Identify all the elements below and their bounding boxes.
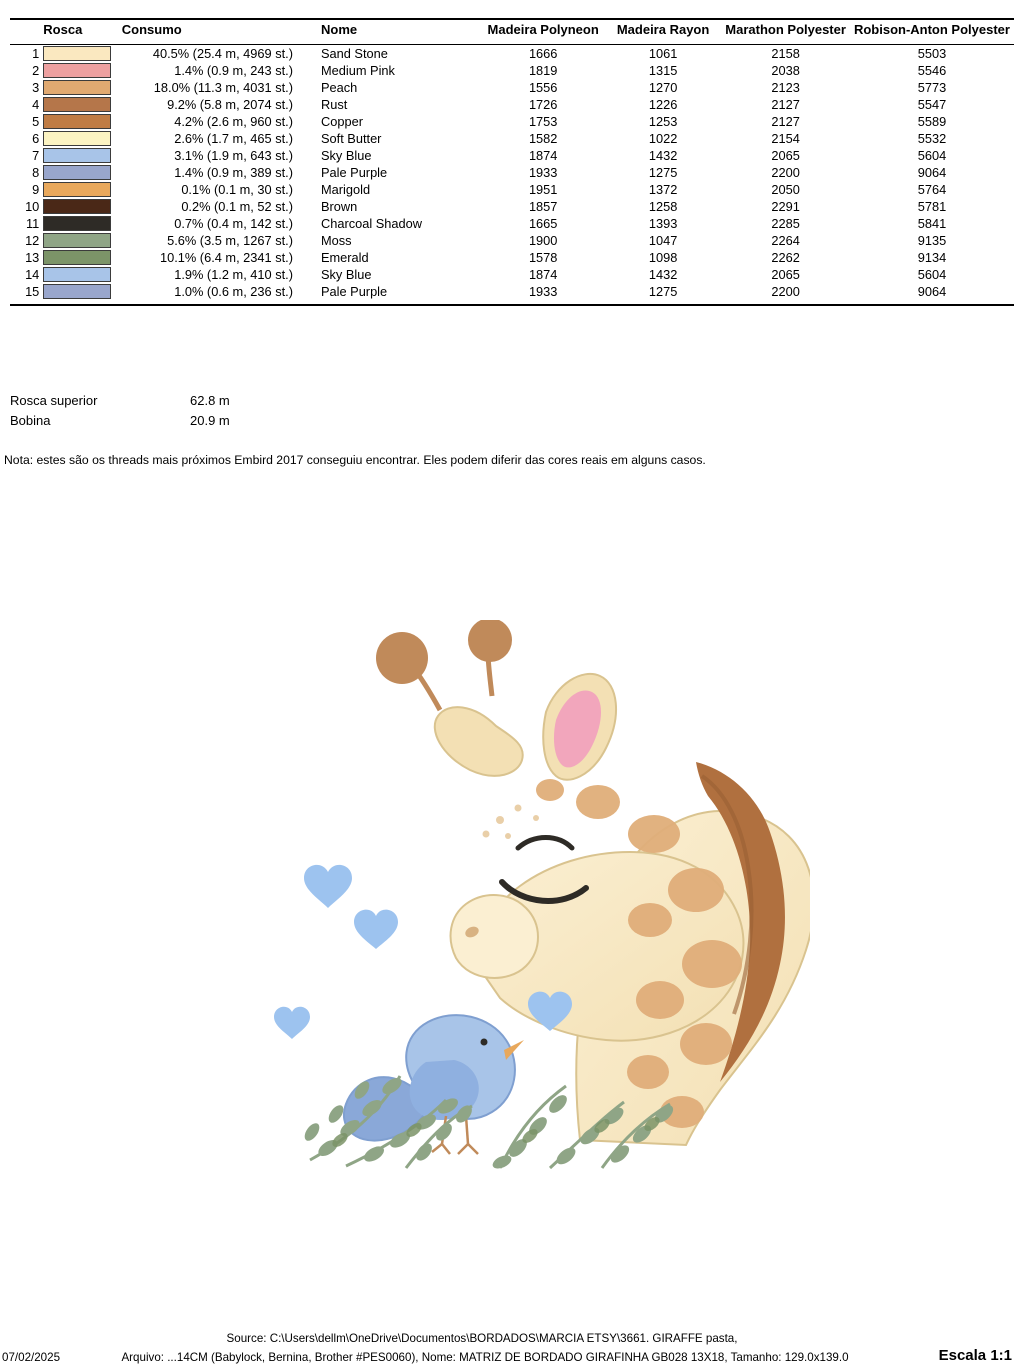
row-color-name: Soft Butter	[320, 131, 382, 146]
row-color-name: Sky Blue	[320, 148, 372, 163]
row-madeira-polyneon: 1726	[528, 97, 558, 112]
row-color-name: Marigold	[320, 182, 371, 197]
table-row	[10, 232, 1014, 249]
footer-file-info: Arquivo: ...14CM (Babylock, Bernina, Brother #PES0060), Nome: MATRIZ DE BORDADO GIRAFINHA GB028 13X18, Tamanho: 129.0x139.0	[121, 1351, 849, 1364]
row-madeira-rayon: 1393	[648, 216, 678, 231]
table-row	[10, 45, 1014, 63]
thread-table-container	[10, 18, 1014, 306]
row-robison-anton: 9064	[917, 284, 947, 299]
header-robison-anton-polyester: Robison-Anton Polyester	[853, 22, 1010, 37]
total-top-thread-value: 62.8 m	[190, 393, 230, 408]
row-madeira-polyneon: 1874	[528, 267, 558, 282]
table-row	[10, 198, 1014, 215]
total-bobbin-value: 20.9 m	[190, 413, 230, 428]
thread-color-swatch	[43, 199, 111, 214]
thread-color-swatch	[43, 284, 111, 299]
row-consumption: 18.0% (11.3 m, 4031 st.)	[153, 80, 293, 95]
row-marathon-polyester: 2200	[771, 165, 800, 180]
giraffe-muzzle	[451, 895, 538, 978]
table-row	[10, 181, 1014, 198]
row-madeira-polyneon: 1666	[528, 46, 558, 61]
thread-color-swatch	[43, 182, 111, 197]
thread-color-swatch-cell	[39, 266, 117, 283]
row-madeira-rayon: 1022	[648, 131, 678, 146]
row-marathon-polyester: 2127	[771, 114, 800, 129]
row-color-name: Peach	[320, 80, 358, 95]
row-consumption: 4.2% (2.6 m, 960 st.)	[174, 114, 293, 129]
thread-note: Nota: estes são os threads mais próximos Embird 2017 conseguiu encontrar. Eles podem diferir das cores reais em alguns casos.	[4, 453, 706, 467]
thread-table	[10, 18, 1014, 300]
row-madeira-rayon: 1275	[648, 284, 678, 299]
row-robison-anton: 5532	[917, 131, 947, 146]
row-marathon-polyester: 2158	[771, 46, 800, 61]
giraffe-eye	[518, 838, 572, 849]
row-madeira-rayon: 1258	[648, 199, 678, 214]
thread-color-swatch	[43, 114, 111, 129]
table-row	[10, 215, 1014, 232]
row-index: 4	[32, 97, 40, 112]
row-marathon-polyester: 2154	[771, 131, 800, 146]
thread-color-swatch	[43, 233, 111, 248]
thread-color-swatch-cell	[39, 164, 117, 181]
row-index: 10	[25, 199, 40, 214]
page-footer	[0, 1332, 1024, 1364]
bird-eye	[481, 1039, 488, 1046]
table-row	[10, 79, 1014, 96]
thread-color-swatch-cell	[39, 181, 117, 198]
header-index	[10, 19, 39, 45]
header-nome: Nome	[320, 22, 358, 37]
row-index: 3	[32, 80, 40, 95]
row-madeira-polyneon: 1753	[528, 114, 558, 129]
row-madeira-rayon: 1372	[648, 182, 678, 197]
row-index: 11	[26, 216, 40, 231]
row-robison-anton: 5546	[917, 63, 947, 78]
row-madeira-rayon: 1270	[648, 80, 678, 95]
row-madeira-rayon: 1047	[648, 233, 678, 248]
row-marathon-polyester: 2285	[771, 216, 800, 231]
row-color-name: Medium Pink	[320, 63, 395, 78]
thread-color-swatch	[43, 63, 111, 78]
row-color-name: Copper	[320, 114, 363, 129]
row-consumption: 2.6% (1.7 m, 465 st.)	[174, 131, 293, 146]
thread-color-swatch-cell	[39, 283, 117, 300]
row-madeira-rayon: 1253	[648, 114, 678, 129]
row-robison-anton: 5841	[917, 216, 947, 231]
table-row	[10, 283, 1014, 300]
row-color-name: Rust	[320, 97, 348, 112]
row-robison-anton: 9135	[917, 233, 947, 248]
thread-color-swatch	[43, 97, 111, 112]
row-marathon-polyester: 2200	[771, 284, 800, 299]
row-color-name: Charcoal Shadow	[320, 216, 422, 231]
row-robison-anton: 5764	[917, 182, 947, 197]
row-robison-anton: 9064	[917, 165, 947, 180]
embroidery-design-preview	[250, 620, 810, 1200]
header-consumo: Consumo	[121, 22, 182, 37]
row-madeira-polyneon: 1951	[528, 182, 558, 197]
header-marathon-polyester: Marathon Polyester	[725, 22, 846, 37]
row-madeira-rayon: 1226	[648, 97, 678, 112]
row-color-name: Emerald	[320, 250, 369, 265]
row-color-name: Pale Purple	[320, 284, 388, 299]
row-consumption: 40.5% (25.4 m, 4969 st.)	[152, 46, 293, 61]
heart-top-left	[304, 865, 352, 908]
thread-color-swatch	[43, 165, 111, 180]
row-index: 15	[25, 284, 40, 299]
row-robison-anton: 5781	[917, 199, 947, 214]
total-top-thread-label: Rosca superior	[10, 393, 98, 408]
thread-color-swatch-cell	[39, 79, 117, 96]
table-row	[10, 130, 1014, 147]
row-index: 2	[32, 63, 40, 78]
row-robison-anton: 5604	[917, 148, 947, 163]
row-color-name: Sky Blue	[320, 267, 372, 282]
row-madeira-polyneon: 1578	[528, 250, 558, 265]
header-madeira-rayon: Madeira Rayon	[616, 22, 710, 37]
row-madeira-polyneon: 1857	[528, 199, 558, 214]
header-madeira-polyneon: Madeira Polyneon	[487, 22, 599, 37]
table-row	[10, 266, 1014, 283]
row-robison-anton: 5589	[917, 114, 947, 129]
row-index: 6	[32, 131, 40, 146]
row-madeira-polyneon: 1874	[528, 148, 558, 163]
thread-color-swatch	[43, 250, 111, 265]
table-row	[10, 164, 1014, 181]
giraffe-horn-left-knob	[376, 632, 428, 684]
row-madeira-rayon: 1098	[648, 250, 678, 265]
thread-color-swatch-cell	[39, 45, 117, 63]
row-consumption: 3.1% (1.9 m, 643 st.)	[174, 148, 293, 163]
row-robison-anton: 9134	[917, 250, 947, 265]
giraffe-bird-illustration	[250, 620, 810, 1200]
row-index: 9	[32, 182, 40, 197]
thread-color-swatch-cell	[39, 215, 117, 232]
footer-source: Source: C:\Users\dellm\OneDrive\Documentos\BORDADOS\MARCIA ETSY\3661. GIRAFFE pasta,	[226, 1332, 738, 1345]
row-color-name: Brown	[320, 199, 358, 214]
footer-date: 07/02/2025	[2, 1351, 61, 1364]
row-marathon-polyester: 2291	[771, 199, 800, 214]
row-marathon-polyester: 2264	[771, 233, 800, 248]
row-madeira-rayon: 1315	[648, 63, 678, 78]
thread-color-swatch-cell	[39, 198, 117, 215]
row-madeira-rayon: 1432	[648, 148, 678, 163]
thread-color-swatch	[43, 46, 111, 61]
row-consumption: 1.4% (0.9 m, 243 st.)	[174, 63, 293, 78]
heart-middle-left	[354, 910, 398, 949]
row-index: 13	[25, 250, 40, 265]
footer-bottom-line	[0, 1347, 1024, 1364]
table-header-row	[10, 19, 1014, 45]
giraffe-horn-right-knob	[468, 620, 512, 662]
totals-block	[10, 393, 310, 433]
table-row	[10, 249, 1014, 266]
row-madeira-polyneon: 1819	[528, 63, 558, 78]
row-color-name: Pale Purple	[320, 165, 388, 180]
row-madeira-polyneon: 1665	[528, 216, 558, 231]
row-index: 1	[32, 46, 40, 61]
thread-color-swatch	[43, 148, 111, 163]
row-consumption: 0.7% (0.4 m, 142 st.)	[174, 216, 293, 231]
row-index: 14	[25, 267, 40, 282]
row-consumption: 5.6% (3.5 m, 1267 st.)	[167, 233, 293, 248]
giraffe-freckles	[483, 805, 540, 840]
giraffe-ear-left	[435, 707, 523, 776]
row-robison-anton: 5604	[917, 267, 947, 282]
thread-color-swatch	[43, 131, 111, 146]
row-consumption: 10.1% (6.4 m, 2341 st.)	[159, 250, 293, 265]
thread-color-swatch	[43, 80, 111, 95]
table-bottom-rule	[10, 304, 1014, 306]
row-marathon-polyester: 2127	[771, 97, 800, 112]
table-row	[10, 147, 1014, 164]
table-row	[10, 113, 1014, 130]
row-madeira-polyneon: 1556	[528, 80, 558, 95]
row-consumption: 1.4% (0.9 m, 389 st.)	[174, 165, 293, 180]
thread-color-swatch-cell	[39, 249, 117, 266]
row-index: 7	[32, 148, 40, 163]
row-madeira-rayon: 1061	[648, 46, 678, 61]
row-consumption: 1.0% (0.6 m, 236 st.)	[174, 284, 293, 299]
row-consumption: 9.2% (5.8 m, 2074 st.)	[167, 97, 293, 112]
row-robison-anton: 5773	[917, 80, 947, 95]
row-madeira-polyneon: 1933	[528, 284, 558, 299]
row-index: 5	[32, 114, 40, 129]
thread-color-swatch-cell	[39, 96, 117, 113]
row-color-name: Sand Stone	[320, 46, 388, 61]
row-marathon-polyester: 2038	[771, 63, 800, 78]
row-madeira-polyneon: 1582	[528, 131, 558, 146]
thread-table-head	[10, 19, 1014, 45]
row-index: 8	[32, 165, 40, 180]
row-consumption: 1.9% (1.2 m, 410 st.)	[174, 267, 293, 282]
row-marathon-polyester: 2050	[771, 182, 800, 197]
row-madeira-rayon: 1275	[648, 165, 678, 180]
thread-color-swatch	[43, 216, 111, 231]
header-rosca: Rosca	[43, 22, 83, 37]
total-bobbin-label: Bobina	[10, 413, 51, 428]
thread-color-swatch-cell	[39, 232, 117, 249]
row-index: 12	[25, 233, 40, 248]
thread-color-swatch-cell	[39, 113, 117, 130]
row-marathon-polyester: 2262	[771, 250, 800, 265]
thread-color-swatch-cell	[39, 147, 117, 164]
thread-color-swatch	[43, 267, 111, 282]
row-consumption: 0.2% (0.1 m, 52 st.)	[181, 199, 293, 214]
footer-scale: Escala 1:1	[938, 1347, 1012, 1364]
row-madeira-polyneon: 1933	[528, 165, 558, 180]
total-bobbin-row	[10, 413, 310, 428]
thread-table-body	[10, 45, 1014, 301]
row-robison-anton: 5503	[917, 46, 947, 61]
total-top-thread-row	[10, 393, 310, 408]
row-madeira-polyneon: 1900	[528, 233, 558, 248]
row-marathon-polyester: 2065	[771, 267, 800, 282]
table-row	[10, 96, 1014, 113]
row-consumption: 0.1% (0.1 m, 30 st.)	[181, 182, 293, 197]
row-marathon-polyester: 2123	[771, 80, 800, 95]
row-madeira-rayon: 1432	[648, 267, 678, 282]
table-row	[10, 62, 1014, 79]
thread-color-swatch-cell	[39, 62, 117, 79]
row-color-name: Moss	[320, 233, 352, 248]
row-marathon-polyester: 2065	[771, 148, 800, 163]
heart-lower-left	[274, 1007, 310, 1039]
row-robison-anton: 5547	[917, 97, 947, 112]
thread-color-swatch-cell	[39, 130, 117, 147]
